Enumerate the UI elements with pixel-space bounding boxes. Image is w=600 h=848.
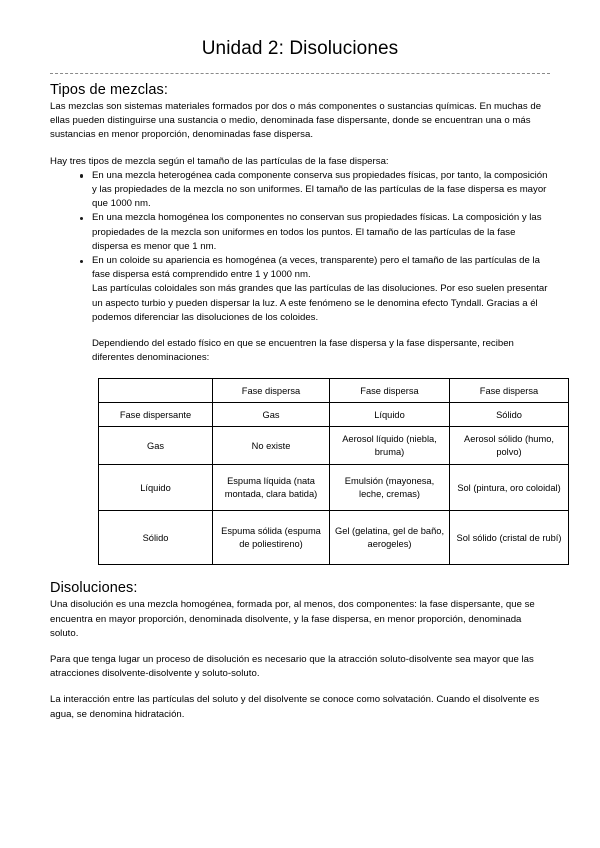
table-cell: No existe bbox=[213, 427, 330, 465]
table-row bbox=[99, 511, 569, 565]
table-cell: Emulsión (mayonesa, leche, cremas) bbox=[330, 465, 450, 511]
table-cell: Aerosol sólido (humo, polvo) bbox=[450, 427, 569, 465]
table-row bbox=[99, 403, 569, 427]
table-cell: Líquido bbox=[99, 465, 213, 511]
table-cell: Sólido bbox=[99, 511, 213, 565]
list-item bbox=[50, 211, 550, 254]
table-cell: Espuma sólida (espuma de poliestireno) bbox=[213, 511, 330, 565]
table-intro-paragraph: Dependiendo del estado físico en que se encuentren la fase dispersa y la fase dispersante, reciben diferentes denominaciones: bbox=[92, 338, 514, 364]
disoluciones-paragraph-1: Una disolución es una mezcla homogénea, formada por, al menos, dos componentes: la fase dispersante, que se encuentra en mayor proporción, denominada disolvente, y la fase dispersa, en menor proporción, denominada soluto. bbox=[50, 599, 535, 639]
table-cell: Fase dispersa bbox=[450, 379, 569, 403]
table-cell: Espuma líquida (nata montada, clara batida) bbox=[213, 465, 330, 511]
page-title: Unidad 2: Disoluciones bbox=[201, 38, 399, 59]
table-cell: Sol (pintura, oro coloidal) bbox=[450, 465, 569, 511]
title-divider bbox=[50, 73, 550, 74]
table-cell bbox=[99, 379, 213, 403]
disoluciones-paragraph-2: Para que tenga lugar un proceso de disolución es necesario que la atracción soluto-disolvente sea mayor que las atracciones disolvente-disolvente y soluto-soluto. bbox=[50, 654, 534, 680]
table-cell: Líquido bbox=[330, 403, 450, 427]
table-cell: Sólido bbox=[450, 403, 569, 427]
table-cell: Gas bbox=[99, 427, 213, 465]
list-item-text: En un coloide su apariencia es homogénea (a veces, transparente) pero el tamaño de las partículas de la fase dispersa está comprendido entre 1 y 1000 nm. bbox=[92, 255, 540, 281]
mezclas-leadin-paragraph: Hay tres tipos de mezcla según el tamaño de las partículas de la fase dispersa: bbox=[50, 155, 389, 167]
list-item bbox=[50, 169, 550, 212]
list-item-subtext: Las partículas coloidales son más grandes que las partículas de las disoluciones. Por eso suelen presentar un aspecto turbio y pueden dispersar la luz. A este fenómeno se le denomina efecto Tyndall. Gracias a él podemos diferenciar las disoluciones de los coloides. bbox=[92, 283, 548, 323]
disoluciones-paragraph-3: La interacción entre las partículas del soluto y del disolvente se conoce como solvatación. Cuando el disolvente es agua, se denomina hidratación. bbox=[50, 694, 540, 720]
table-row bbox=[99, 465, 569, 511]
table-cell: Fase dispersa bbox=[213, 379, 330, 403]
table-row bbox=[99, 379, 569, 403]
table-cell: Gas bbox=[213, 403, 330, 427]
mezclas-intro-paragraph: Las mezclas son sistemas materiales formados por dos o más componentes o sustancias químicas. En muchas de ellas pueden distinguirse una sustancia o medio, denominada fase dispersante, donde se encuentran una o más sustancias en menor proporción, denominadas fase dispersa. bbox=[50, 101, 542, 141]
mezcla-types-list bbox=[50, 169, 550, 325]
table-cell: Gel (gelatina, gel de baño, aerogeles) bbox=[330, 511, 450, 565]
section-heading-mezclas: Tipos de mezclas: bbox=[50, 82, 169, 98]
table-cell: Aerosol líquido (niebla, bruma) bbox=[330, 427, 450, 465]
table-cell: Sol sólido (cristal de rubí) bbox=[450, 511, 569, 565]
list-item-text: En una mezcla heterogénea cada componente conserva sus propiedades físicas, por tanto, la composición y las propiedades de la mezcla no son uniformes. El tamaño de las partículas de la fase dispersa es mayor que 1000 nm. bbox=[92, 169, 548, 210]
list-item bbox=[50, 254, 550, 325]
table-cell: Fase dispersante bbox=[99, 403, 213, 427]
table-cell: Fase dispersa bbox=[330, 379, 450, 403]
phase-combinations-table bbox=[98, 378, 569, 565]
list-item-text: En una mezcla homogénea los componentes no conservan sus propiedades físicas. La composición y las propiedades de la mezcla son uniformes en todos los puntos. El tamaño de las partículas de la fase dispersa es menor que 1 nm. bbox=[92, 212, 542, 252]
section-heading-disoluciones: Disoluciones: bbox=[50, 580, 138, 597]
table-row bbox=[99, 427, 569, 465]
